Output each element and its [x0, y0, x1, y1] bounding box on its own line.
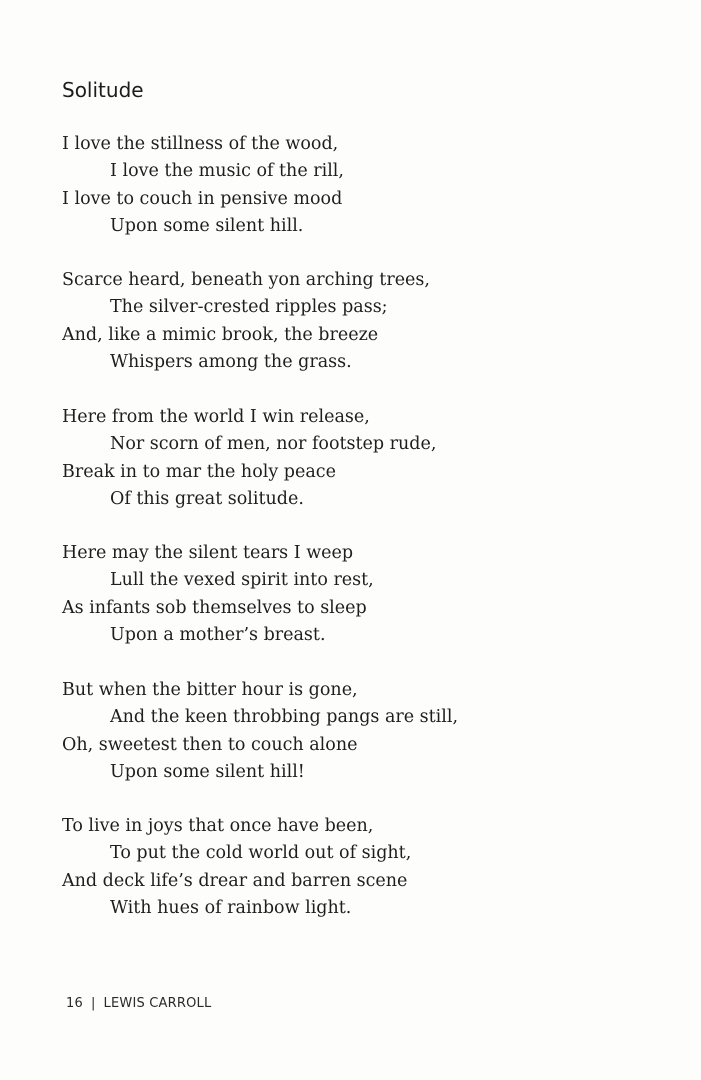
- poem-line: Whispers among the grass.: [110, 351, 352, 372]
- stanza-4: [62, 540, 374, 649]
- poem-line: Oh, sweetest then to couch alone: [62, 734, 358, 755]
- page-footer: [66, 996, 211, 1011]
- poem-line: I love the stillness of the wood,: [62, 134, 339, 154]
- stanza-5: [62, 677, 458, 786]
- poem-line: I love to couch in pensive mood: [62, 188, 343, 209]
- poem-line: Upon some silent hill!: [110, 761, 305, 782]
- poem-line: Here may the silent tears I weep: [62, 543, 354, 563]
- footer-separator: |: [90, 996, 96, 1011]
- poem-line: Scarce heard, beneath yon arching trees,: [62, 270, 430, 290]
- stanza-6: [62, 813, 411, 922]
- poem-line: Nor scorn of men, nor footstep rude,: [110, 434, 437, 455]
- stanza-3: [62, 404, 436, 513]
- poem-line: And, like a mimic brook, the breeze: [62, 324, 379, 345]
- poem-line: Break in to mar the holy peace: [62, 461, 336, 482]
- poem-line: I love the music of the rill,: [110, 161, 344, 182]
- poem-title: Solitude: [62, 78, 144, 102]
- poem-line: Lull the vexed spirit into rest,: [110, 570, 374, 591]
- poem-line: Upon some silent hill.: [110, 215, 304, 236]
- poem-line: To live in joys that once have been,: [62, 816, 374, 836]
- poem-line: As infants sob themselves to sleep: [62, 597, 367, 618]
- poem-line: And deck life’s drear and barren scene: [62, 870, 408, 891]
- poem-line: And the keen throbbing pangs are still,: [110, 707, 459, 728]
- poem-line: But when the bitter hour is gone,: [62, 680, 358, 700]
- poem-line: The silver-crested ripples pass;: [110, 297, 388, 318]
- poem-line: Of this great solitude.: [110, 488, 304, 509]
- poem-line: Upon a mother’s breast.: [110, 624, 326, 645]
- stanza-2: [62, 267, 430, 376]
- poem-line: Here from the world I win release,: [62, 407, 370, 427]
- poem-line: To put the cold world out of sight,: [110, 843, 412, 864]
- stanza-1: [62, 131, 344, 240]
- poem-line: With hues of rainbow light.: [110, 897, 352, 918]
- page-number: 16: [66, 996, 83, 1011]
- running-head-author: LEWIS CARROLL: [103, 996, 212, 1011]
